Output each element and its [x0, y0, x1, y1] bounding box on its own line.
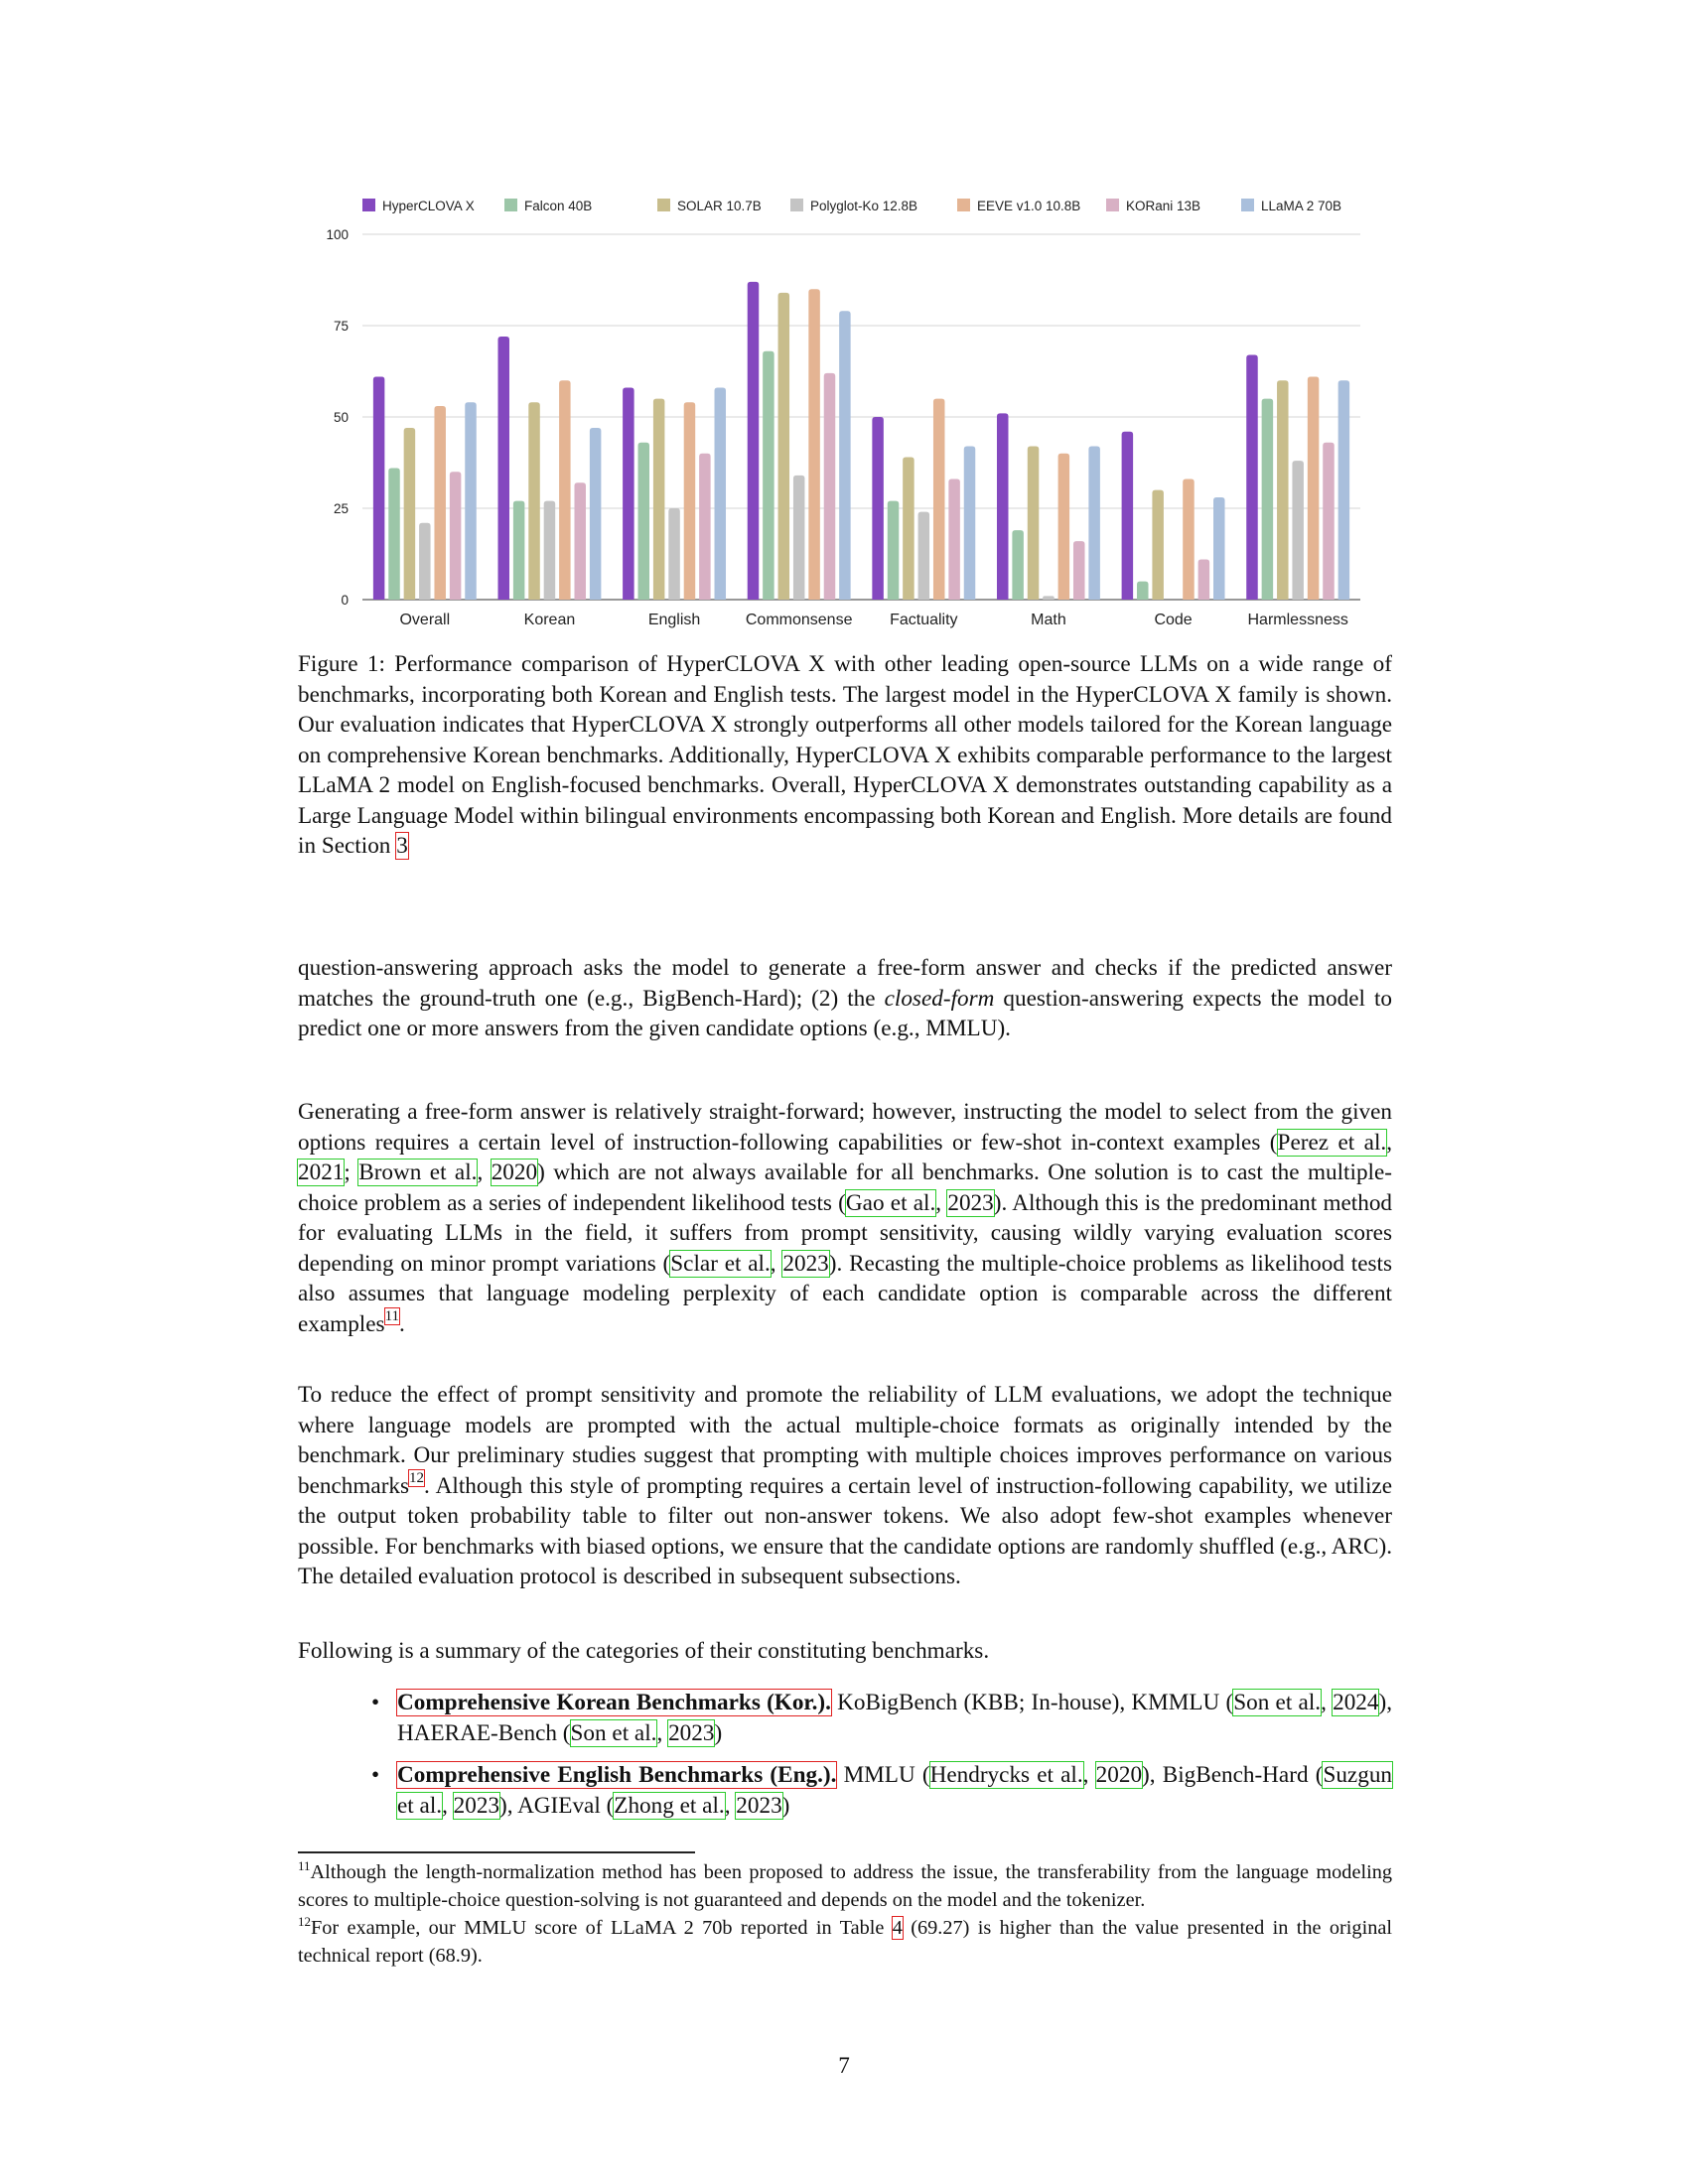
- bar: [778, 293, 790, 600]
- bar: [434, 406, 446, 600]
- x-category-label: Code: [1154, 612, 1193, 628]
- bar: [793, 476, 805, 600]
- legend-swatch: [657, 199, 670, 211]
- bar: [623, 388, 634, 600]
- para2-text-d: ). Recasting the multiple-choice problems as likelihood tests also assumes that language modeling perplexity of each candidate option is comparable across the different examples: [298, 1250, 1392, 1337]
- bar: [1292, 461, 1304, 600]
- footnote-12: [298, 1914, 1392, 1970]
- bar: [544, 501, 556, 600]
- legend-swatch: [362, 199, 375, 211]
- bar: [1246, 354, 1258, 600]
- footnotes: [298, 1858, 1392, 1970]
- list-item-korean-benchmarks: [367, 1688, 1392, 1748]
- para1-text-a: question-answering approach asks the model to generate a free-form answer and checks if the predicted answer matches the ground-truth one (e.g., BigBench-Hard); (2) the: [298, 955, 1392, 1012]
- figure-1-chart: [298, 189, 1390, 645]
- bar-chart: [298, 189, 1390, 645]
- eng-text-a: MMLU (: [836, 1762, 930, 1788]
- y-tick-label: 75: [333, 319, 349, 334]
- bar: [513, 501, 525, 600]
- bar: [638, 443, 650, 600]
- legend-swatch: [1241, 199, 1254, 211]
- figure-caption: [298, 649, 1392, 862]
- citation-separator: ,: [1321, 1690, 1334, 1715]
- legend-swatch: [790, 199, 803, 211]
- para2-text-c: ). Although this is the predominant method for evaluating LLMs in the field, it suffers from prompt sensitivity, causing wildly varying evaluation scores depending on minor prompt variations (: [298, 1189, 1393, 1277]
- bar: [964, 446, 976, 600]
- footnote-11: [298, 1858, 1392, 1914]
- bar: [1338, 380, 1350, 600]
- eng-text-c: ), AGIEval (: [499, 1792, 615, 1819]
- y-tick-label: 25: [333, 501, 349, 516]
- footnote-divider: [298, 1851, 695, 1853]
- bar: [1262, 399, 1274, 600]
- paragraph-3: [298, 1380, 1392, 1592]
- bar: [1058, 454, 1070, 600]
- bar: [1308, 377, 1320, 600]
- bar: [839, 311, 851, 600]
- bar: [1073, 541, 1085, 600]
- benchmark-list: [367, 1688, 1392, 1833]
- citation-sclar[interactable]: Sclar et al.: [670, 1250, 771, 1277]
- legend-entry: Falcon 40B: [524, 199, 593, 213]
- legend-entry: KORani 13B: [1126, 199, 1201, 213]
- bar: [465, 402, 477, 600]
- footnote-11-link[interactable]: 11: [384, 1307, 400, 1324]
- citation-separator: ,: [724, 1792, 737, 1819]
- citation-separator: ,: [770, 1250, 783, 1277]
- footnote-12-link[interactable]: 12: [409, 1469, 425, 1486]
- bar: [684, 402, 696, 600]
- bar: [668, 508, 680, 600]
- citation-son-2024[interactable]: Son et al.: [1233, 1690, 1322, 1715]
- bar: [1183, 479, 1195, 600]
- x-category-label: Harmlessness: [1247, 612, 1348, 628]
- kor-text-b: ), HAERAE-Bench (: [397, 1690, 1392, 1746]
- legend-swatch: [1106, 199, 1119, 211]
- x-category-label: Factuality: [890, 612, 958, 628]
- bar: [872, 417, 884, 600]
- bar: [450, 472, 462, 600]
- bar: [1198, 560, 1210, 600]
- x-category-label: Commonsense: [745, 612, 853, 628]
- bar: [997, 413, 1009, 600]
- x-category-label: Overall: [399, 612, 451, 628]
- citation-separator: ,: [656, 1719, 669, 1746]
- citation-separator: ,: [477, 1160, 492, 1185]
- citation-sclar-year[interactable]: 2023: [782, 1250, 829, 1277]
- citation-son-2023-year[interactable]: 2023: [668, 1719, 715, 1746]
- table-4-link[interactable]: 4: [892, 1917, 903, 1939]
- para3-text-b: . Although this style of prompting requires a certain level of instruction-following capability, we utilize the output token probability table to filter out non-answer tokens. We also adopt few-shot examples whenever possible. For benchmarks with biased options, we ensure that the candidate options are randomly shuffled (e.g., ARC). The detailed evaluation protocol is described in subsequent subsections.: [298, 1472, 1392, 1589]
- kor-text-a: KoBigBench (KBB; In-house), KMMLU (: [830, 1690, 1234, 1715]
- citation-son-2023[interactable]: Son et al.: [570, 1719, 657, 1746]
- bar: [933, 399, 945, 600]
- paragraph-1: [298, 953, 1392, 1044]
- citation-separator: ,: [1386, 1129, 1393, 1156]
- list-item-english-benchmarks: [367, 1760, 1392, 1821]
- section-ref-link[interactable]: 3: [396, 833, 408, 859]
- para2-text-b: ) which are not always available for all benchmarks. One solution is to cast the multiple-choice problem as a series of independent likelihood tests (: [298, 1160, 1392, 1216]
- legend-entry: LLaMA 2 70B: [1261, 199, 1342, 213]
- x-category-label: Korean: [523, 612, 576, 628]
- citation-perez[interactable]: Perez et al.: [1277, 1129, 1387, 1156]
- citation-separator: ,: [935, 1189, 948, 1216]
- bar: [497, 337, 509, 600]
- citation-separator: ,: [1082, 1762, 1096, 1788]
- citation-brown[interactable]: Brown et al.: [358, 1160, 478, 1185]
- bar: [574, 482, 586, 600]
- bar: [824, 373, 836, 600]
- bar: [419, 523, 431, 600]
- kor-text-c: ): [714, 1719, 723, 1746]
- bar: [373, 377, 385, 600]
- footnote-12-text-b: (69.27) is higher than the value presented in the original technical report (68.9).: [298, 1917, 1392, 1967]
- footnote-12-mark: 12: [298, 1914, 311, 1930]
- para2-text-e: .: [399, 1310, 405, 1337]
- footnote-12-text-a: For example, our MMLU score of LLaMA 2 70b reported in Table: [311, 1917, 893, 1939]
- citation-hendrycks[interactable]: Hendrycks et al.: [929, 1762, 1083, 1788]
- bar: [715, 388, 727, 600]
- korean-benchmarks-link[interactable]: Comprehensive Korean Benchmarks (Kor.).: [397, 1690, 831, 1715]
- bar: [763, 351, 774, 600]
- citation-suzgun[interactable]: Suzgun et al.: [397, 1762, 1392, 1819]
- legend-entry: HyperCLOVA X: [382, 199, 475, 213]
- citation-separator: ,: [442, 1792, 454, 1819]
- bullet-glyph: •: [371, 1690, 380, 1715]
- bar: [1028, 446, 1040, 600]
- bullet-glyph: •: [371, 1762, 380, 1788]
- bar: [1213, 497, 1225, 600]
- bar: [404, 428, 416, 600]
- bar: [903, 457, 914, 600]
- y-tick-label: 100: [326, 227, 349, 242]
- legend-swatch: [504, 199, 517, 211]
- bar: [808, 289, 820, 600]
- footnote-11-text: Although the length-normalization method has been proposed to address the issue, the transferability from the language modeling scores to multiple-choice question-solving is not guaranteed and depends on the model and the tokenizer.: [298, 1861, 1392, 1911]
- bar: [888, 501, 900, 600]
- eng-text-d: ): [781, 1792, 790, 1819]
- bar: [653, 399, 665, 600]
- bar: [1277, 380, 1289, 600]
- para1-text-b: question-answering expects the model to predict one or more answers from the given candidate options (e.g., MMLU).: [298, 985, 1392, 1041]
- footnote-11-mark: 11: [298, 1858, 311, 1874]
- legend-entry: EEVE v1.0 10.8B: [977, 199, 1081, 213]
- bar: [1137, 582, 1149, 600]
- paragraph-2: [298, 1097, 1392, 1339]
- legend-entry: Polyglot-Ko 12.8B: [810, 199, 918, 213]
- citation-brown-year[interactable]: 2020: [491, 1160, 538, 1185]
- citation-son-2024-year[interactable]: 2024: [1333, 1690, 1379, 1715]
- bar: [948, 479, 960, 600]
- bar: [1043, 596, 1055, 600]
- page-number: 7: [838, 2053, 850, 2079]
- para1-emphasis: closed-form: [884, 985, 995, 1012]
- citation-zhong[interactable]: Zhong et al.: [614, 1792, 725, 1819]
- para4-text: Following is a summary of the categories of their constituting benchmarks.: [298, 1638, 990, 1664]
- citation-hendrycks-year[interactable]: 2020: [1095, 1762, 1143, 1788]
- para2-text-a: Generating a free-form answer is relatively straight-forward; however, instructing the model to select from the given options requires a certain level of instruction-following capabilities or few-shot in-context examples (: [298, 1099, 1392, 1156]
- legend-entry: SOLAR 10.7B: [677, 199, 762, 213]
- citation-gao-year[interactable]: 2023: [947, 1189, 994, 1216]
- y-tick-label: 50: [333, 410, 349, 425]
- bar: [918, 512, 930, 600]
- citation-suzgun-year[interactable]: 2023: [453, 1792, 500, 1819]
- english-benchmarks-link[interactable]: Comprehensive English Benchmarks (Eng.).: [397, 1762, 837, 1788]
- bar: [1012, 530, 1023, 600]
- bar: [1323, 443, 1335, 600]
- legend-swatch: [957, 199, 970, 211]
- bar: [1122, 432, 1134, 600]
- bar: [559, 380, 571, 600]
- caption-text: Figure 1: Performance comparison of HyperCLOVA X with other leading open-source LLMs on a wide range of benchmarks, incorporating both Korean and English tests. The largest model in the HyperCLOVA X family is shown. Our evaluation indicates that HyperCLOVA X strongly outperforms all other models tailored for the Korean language on comprehensive Korean benchmarks. Additionally, HyperCLOVA X exhibits comparable performance to the largest LLaMA 2 model on English-focused benchmarks. Overall, HyperCLOVA X demonstrates outstanding capability as a Large Language Model within bilingual environments encompassing both Korean and English. More details are found in Section: [298, 651, 1392, 859]
- citation-zhong-year[interactable]: 2023: [736, 1792, 782, 1819]
- x-category-label: Math: [1031, 612, 1066, 628]
- y-tick-label: 0: [341, 593, 349, 608]
- bar: [388, 469, 400, 600]
- citation-perez-year[interactable]: 2021: [298, 1160, 345, 1185]
- bar: [1088, 446, 1100, 600]
- para3-text-a: To reduce the effect of prompt sensitivity and promote the reliability of LLM evaluations, we adopt the technique where language models are prompted with the actual multiple-choice formats as originally intended by the benchmark. Our preliminary studies suggest that prompting with multiple choices improves performance on various benchmarks: [298, 1382, 1392, 1499]
- bar: [590, 428, 602, 600]
- citation-semicolon: ;: [344, 1160, 359, 1185]
- bar: [699, 454, 711, 600]
- paragraph-4: [298, 1636, 1392, 1667]
- eng-text-b: ), BigBench-Hard (: [1142, 1762, 1324, 1788]
- x-category-label: English: [647, 612, 701, 628]
- citation-gao[interactable]: Gao et al.: [845, 1189, 936, 1216]
- bar: [748, 282, 760, 600]
- bar: [1152, 490, 1164, 600]
- bar: [528, 402, 540, 600]
